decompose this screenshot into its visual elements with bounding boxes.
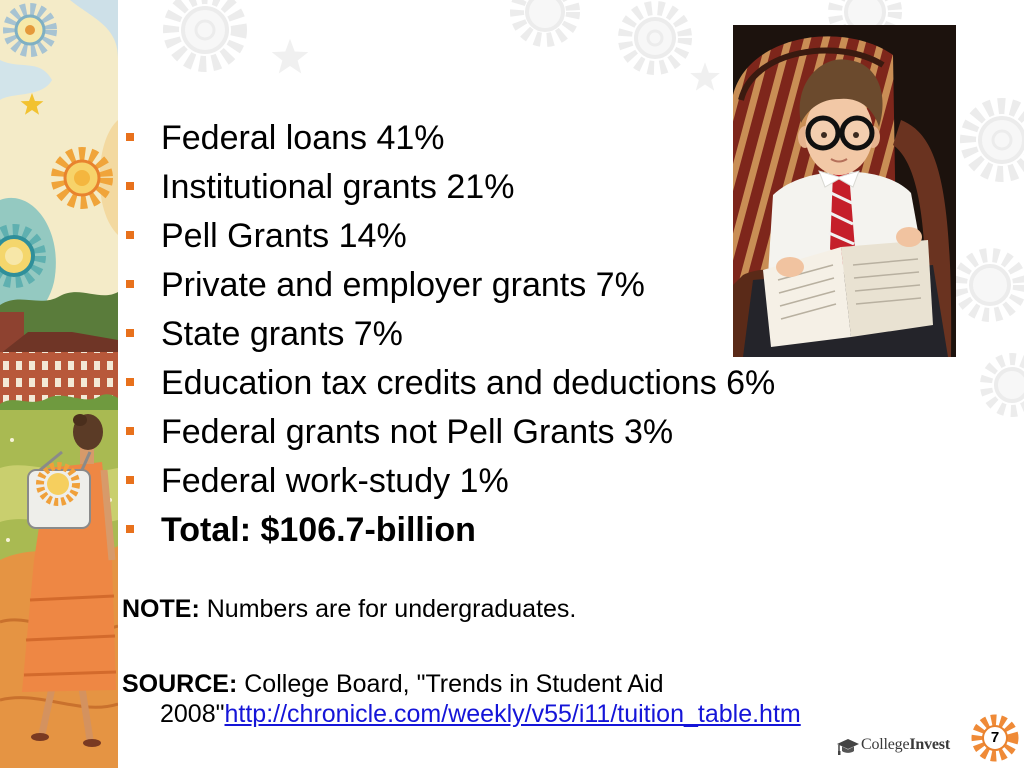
bullet-item	[161, 261, 775, 310]
logo-text-invest: Invest	[909, 736, 950, 753]
square-bullet-icon	[126, 280, 134, 288]
bullet-item-total	[161, 506, 775, 555]
note-line	[122, 594, 576, 624]
bullet-text: Total: $106.7-billion	[161, 511, 476, 549]
note-text: Numbers are for undergraduates.	[206, 595, 577, 623]
source-line-1	[122, 669, 664, 699]
square-bullet-icon	[126, 476, 134, 484]
bullet-item	[161, 114, 775, 163]
bullet-text: Education tax credits and deductions 6%	[161, 364, 776, 402]
bullet-item	[161, 457, 775, 506]
source-year: 2008"	[160, 700, 225, 728]
note-label: NOTE:	[122, 595, 200, 623]
logo-text-college: College	[861, 736, 910, 753]
square-bullet-icon	[126, 182, 134, 190]
bullet-text: Private and employer grants 7%	[161, 266, 645, 304]
bullet-text: Pell Grants 14%	[161, 217, 407, 255]
bullet-item	[161, 408, 775, 457]
bullet-text: Federal work-study 1%	[161, 462, 509, 500]
bullet-text: Institutional grants 21%	[161, 168, 515, 206]
bullet-text: State grants 7%	[161, 315, 403, 353]
source-label: SOURCE:	[122, 670, 238, 698]
mortarboard-icon	[836, 737, 860, 757]
bullet-item	[161, 212, 775, 261]
square-bullet-icon	[126, 231, 134, 239]
page-number: 7	[990, 729, 1000, 746]
collegeinvest-logo	[861, 735, 950, 755]
bullet-item	[161, 310, 775, 359]
square-bullet-icon	[126, 427, 134, 435]
bullet-item	[161, 359, 775, 408]
square-bullet-icon	[126, 133, 134, 141]
square-bullet-icon	[126, 378, 134, 386]
source-line-2	[160, 699, 801, 729]
source-link[interactable]: http://chronicle.com/weekly/v55/i11/tuition_table.htm	[224, 700, 801, 728]
funding-bullet-list	[161, 114, 775, 555]
left-illustration-strip	[0, 0, 118, 768]
square-bullet-icon	[126, 525, 134, 533]
building-illustration	[0, 292, 118, 412]
bullet-item	[161, 163, 775, 212]
bullet-text: Federal loans 41%	[161, 119, 445, 157]
source-text: College Board, "Trends in Student Aid	[244, 670, 664, 698]
bullet-text: Federal grants not Pell Grants 3%	[161, 413, 674, 451]
square-bullet-icon	[126, 329, 134, 337]
